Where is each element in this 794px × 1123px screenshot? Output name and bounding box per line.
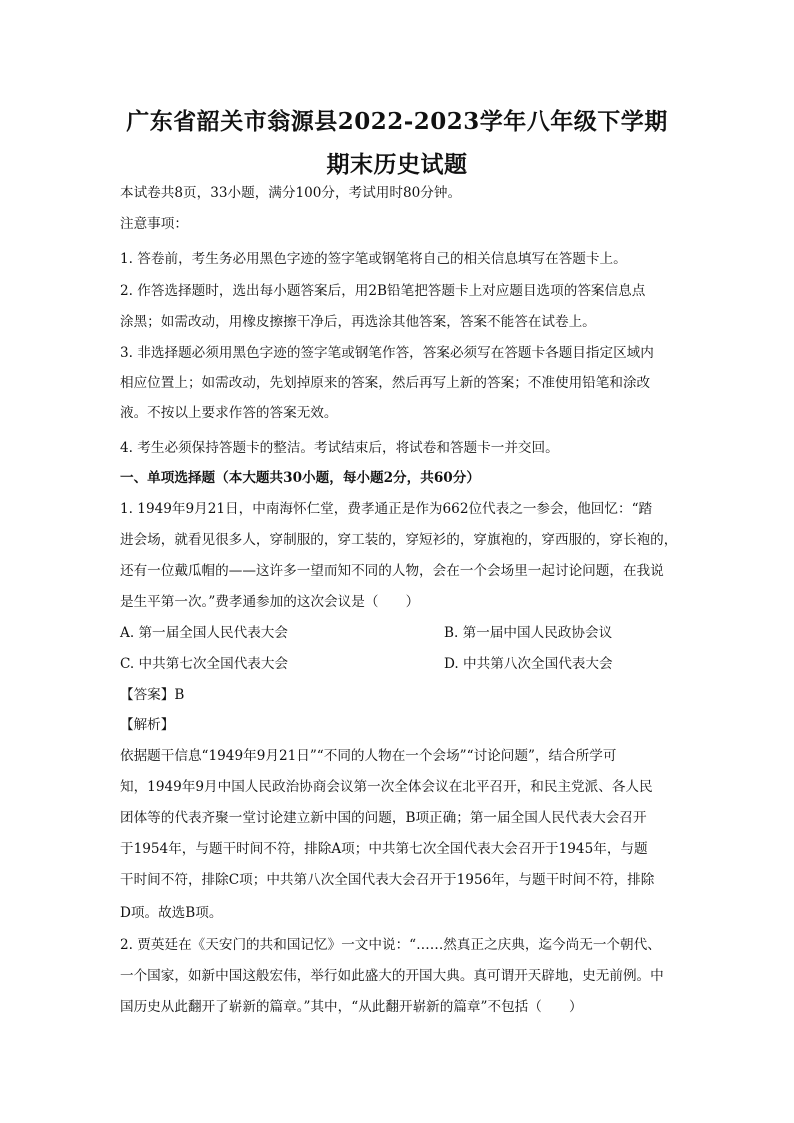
question-1-stem-line: 还有一位戴瓜帽的——这许多一望而知不同的人物，会在一个会场里一起讨论问题，在我说 bbox=[120, 563, 664, 579]
question-2-stem-line: 国历史从此翻开了崭新的篇章。”其中，“从此翻开崭新的篇章”不包括（ ） bbox=[120, 999, 583, 1015]
exam-info: 本试卷共8页，33小题，满分100分，考试用时80分钟。 bbox=[120, 185, 462, 201]
question-1-analysis-heading: 【解析】 bbox=[120, 717, 175, 733]
notice-line: 3. 非选择题必须用黑色字迹的签字笔或钢笔作答，答案必须写在答题卡各题目指定区域内 bbox=[120, 345, 654, 361]
question-1-analysis-line: D项。故选B项。 bbox=[120, 905, 223, 921]
question-1-analysis-line: 干时间不符，排除C项；中共第八次全国代表大会召开于1956年，与题干时间不符，排除 bbox=[120, 872, 655, 888]
question-1-analysis-line: 知，1949年9月中国人民政治协商会议第一次全体会议在北平召开，和民主党派、各人民 bbox=[120, 779, 653, 795]
section-heading: 一、单项选择题（本大题共30小题，每小题2分，共60分） bbox=[120, 470, 480, 486]
question-1-option-c: C. 中共第七次全国代表大会 bbox=[120, 656, 289, 672]
notice-line: 4. 考生必须保持答题卡的整洁。考试结束后，将试卷和答题卡一并交回。 bbox=[120, 440, 559, 456]
question-1-answer: 【答案】B bbox=[120, 687, 185, 703]
question-2-stem-line: 2. 贾英廷在《天安门的共和国记忆》一文中说：“……然真正之庆典，迄今尚无一个朝代、 bbox=[120, 937, 661, 953]
notice-heading: 注意事项： bbox=[120, 216, 188, 232]
notice-line: 液。不按以上要求作答的答案无效。 bbox=[120, 405, 338, 421]
question-1-analysis-line: 团体等的代表齐聚一堂讨论建立新中国的问题，B项正确；第一届全国人民代表大会召开 bbox=[120, 810, 647, 826]
notice-line: 涂黑；如需改动，用橡皮擦擦干净后，再选涂其他答案，答案不能答在试卷上。 bbox=[120, 314, 596, 330]
question-1-stem-line: 1. 1949年9月21日，中南海怀仁堂，费孝通正是作为662位代表之一参会，他回忆：“踏 bbox=[120, 501, 653, 517]
question-1-analysis-line: 于1954年，与题干时间不符，排除A项；中共第七次全国代表大会召开于1945年，与题 bbox=[120, 841, 648, 857]
question-1-stem-line: 是生平第一次。”费孝通参加的这次会议是（ ） bbox=[120, 594, 420, 610]
question-1-option-a: A. 第一届全国人民代表大会 bbox=[120, 625, 288, 641]
notice-line: 1. 答卷前，考生务必用黑色字迹的签字笔或钢笔将自己的相关信息填写在答题卡上。 bbox=[120, 251, 627, 267]
question-1-stem-line: 进会场，就看见很多人，穿制服的，穿工装的，穿短衫的，穿旗袍的，穿西服的，穿长袍的， bbox=[120, 532, 678, 548]
document-title-line-1: 广东省韶关市翁源县2022-2023学年八年级下学期 bbox=[126, 108, 668, 135]
notice-line: 2. 作答选择题时，选出每小题答案后，用2B铅笔把答题卡上对应题目选项的答案信息点 bbox=[120, 283, 646, 299]
question-2-stem-line: 一个国家，如新中国这般宏伟，举行如此盛大的开国大典。真可谓开天辟地，史无前例。中 bbox=[120, 968, 664, 984]
question-1-analysis-line: 依据题干信息“1949年9月21日”“不同的人物在一个会场”“讨论问题”，结合所学可 bbox=[120, 748, 617, 764]
question-1-option-b: B. 第一届中国人民政协会议 bbox=[444, 625, 613, 641]
question-1-option-d: D. 中共第八次全国代表大会 bbox=[444, 656, 613, 672]
notice-line: 相应位置上；如需改动，先划掉原来的答案，然后再写上新的答案；不准使用铅笔和涂改 bbox=[120, 375, 651, 391]
document-title-line-2: 期末历史试题 bbox=[326, 151, 468, 178]
